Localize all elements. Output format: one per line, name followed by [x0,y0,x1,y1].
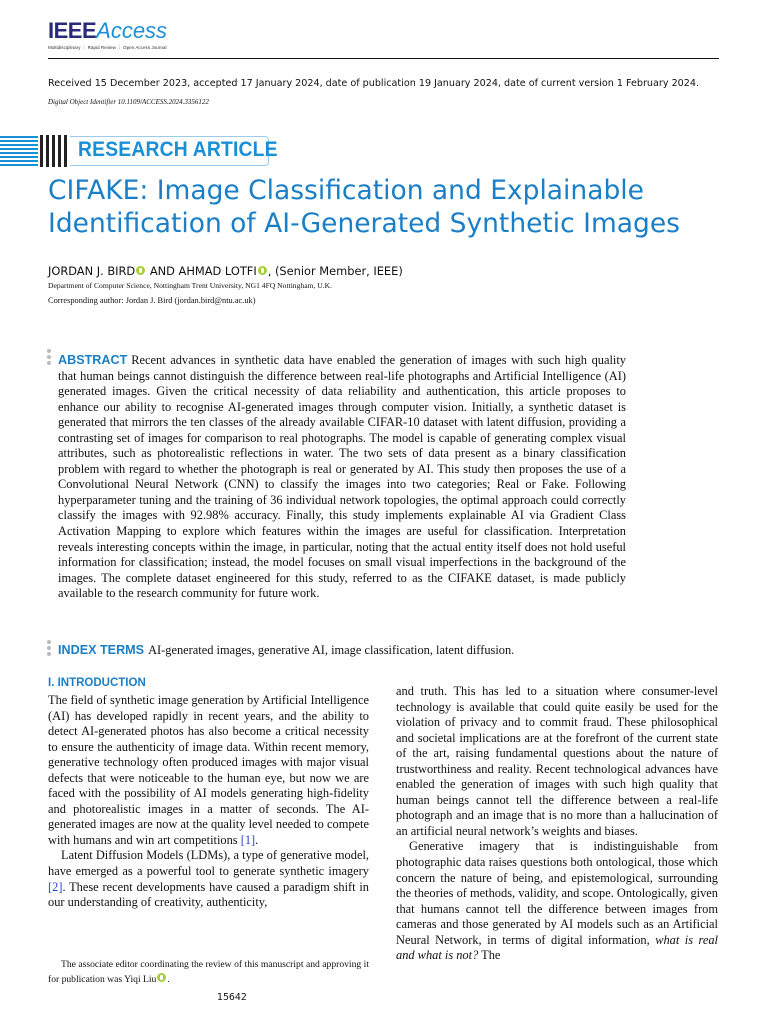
author-2: AND AHMAD LOTFI [146,264,257,278]
banner-stripes-icon [0,134,38,168]
author-line [48,264,403,278]
paragraph-text: . These recent developments have caused a paradigm shift in our understanding of creativity, authenticity, [48,879,369,910]
left-column [48,693,369,911]
intro-paragraph-4 [396,839,718,963]
section-heading: I. INTRODUCTION [48,677,146,689]
banner-label: RESEARCH ARTICLE [78,138,278,161]
research-article-banner [0,134,278,168]
right-column [396,684,718,964]
corresponding-author: Corresponding author: Jordan J. Bird (jordan.bird@ntu.ac.uk) [48,296,256,305]
intro-paragraph-2 [48,848,369,910]
abstract-heading: ABSTRACT [58,353,128,367]
index-terms-heading: INDEX TERMS [58,643,145,657]
abstract-dots-icon [47,349,51,367]
orcid-icon[interactable] [258,266,267,275]
ieee-access-logo [48,18,167,52]
paper-title [48,174,738,240]
banner-bars-icon [40,134,70,168]
received-dates: Received 15 December 2023, accepted 17 January 2024, date of publication 19 January 2024, date of current version 1 February 2024. [48,78,700,89]
logo-ieee-text: IEEE [48,18,97,43]
title-line-2: Identification of AI-Generated Synthetic Images [48,208,680,239]
affiliation: Department of Computer Science, Nottingham Trent University, NG1 4FQ Nottingham, U.K. [48,281,333,290]
paragraph-text: . [255,832,259,847]
footnote-end: . [167,974,170,985]
paragraph-text: The field of synthetic image generation by Artificial Intelligence (AI) has developed rapidly in recent years, and the ability to detect AI-generated photos has also become a critical necessity to ensure the authenticity of image data. Within recent memory, generative technology often produced images with major visual defects that were noticeable to the human eye, but now we are faced with the possibility of AI models generating high-fidelity and photorealistic images in a matter of seconds. The AI-generated images are now at the quality level needed to compete with humans and win art competitions [48,693,369,847]
author-suffix: , (Senior Member, IEEE) [267,264,403,278]
index-terms-dots-icon [47,640,51,658]
header-rule [48,58,719,59]
emphasis-text: what is real and what is not? [396,932,719,963]
editor-footnote [48,957,369,987]
title-line-1: CIFAKE: Image Classification and Explainable [48,175,644,206]
page-number: 15642 [217,992,247,1003]
orcid-icon[interactable] [136,266,145,275]
paragraph-text: Latent Diffusion Models (LDMs), a type of generative model, have emerged as a powerful tool to generate synthetic imagery [48,848,369,879]
abstract [58,353,626,602]
logo-access-text: Access [96,18,168,43]
intro-paragraph-1 [48,693,369,848]
citation-link[interactable]: [2] [48,879,63,894]
intro-paragraph-3: and truth. This has led to a situation where consumer-level technology is available that could quite easily be used for the violation of privacy and to commit fraud. These philosophical and societal implications are at the forefront of the current state of the art, raising fundamental questions about the nature of trustworthiness and reality. Recent technological advances have enabled the generation of images with such high quality that human beings cannot tell the difference between a real-life photograph and an image that is no more than a hallucination of an artificial neural network’s weights and biases. [396,684,718,838]
abstract-text: Recent advances in synthetic data have enabled the generation of images with such high quality that human beings cannot distinguish the difference between real-life photographs and Artificial Intelligence (AI) generated images. Given the critical necessity of data reliability and authentication, this article proposes to enhance our ability to recognise AI-generated images through computer vision. Initially, a synthetic dataset is generated that mirrors the ten classes of the already available CIFAR-10 dataset with latent diffusion, providing a contrasting set of images for comparison to real photographs. The model is capable of generating complex visual attributes, such as photorealistic reflections in water. The two sets of data present as a binary classification problem with regard to whether the photograph is real or generated by AI. This study then proposes the use of a Convolutional Neural Network (CNN) to classify the images into two categories; Real or Fake. Following hyperparameter tuning and the training of 36 individual network topologies, the optimal approach could correctly classify the images with 92.98% accuracy. Finally, this study implements explainable AI via Gradient Class Activation Mapping to explore which features within the images are useful for classification. Interpretation reveals interesting concepts within the image, in particular, noting that the actual entity itself does not hold useful information for classification; instead, the model focuses on small visual imperfections in the background of the images. The complete dataset engineered for this study, referred to as the CIFAKE dataset, is made publicly available to the research community for future work. [58,353,626,601]
logo-tagline: Multidisciplinary ⋮ Rapid Review ⋮ Open Access Journal [48,45,167,50]
footnote-text: The associate editor coordinating the review of this manuscript and approving it for publication was Yiqi Liu [48,959,369,985]
paragraph-text: Generative imagery that is indistinguishable from photographic data raises questions both ontological, those which concern the nature of being, and epistemological, surrounding the theories of methods, validity, and scope. Ontologically, given that humans cannot tell the difference between images from cameras and those generated by AI models such as an Artificial Neural Network, in terms of digital information, [396,839,718,947]
index-terms [58,643,514,658]
doi: Digital Object Identifier 10.1109/ACCESS.2024.3356122 [48,98,209,106]
index-terms-text: AI-generated images, generative AI, image classification, latent diffusion. [148,643,515,657]
citation-link[interactable]: [1] [240,832,256,847]
author-1: JORDAN J. BIRD [48,264,136,278]
paragraph-text: The [478,948,501,963]
orcid-icon[interactable] [157,973,166,982]
